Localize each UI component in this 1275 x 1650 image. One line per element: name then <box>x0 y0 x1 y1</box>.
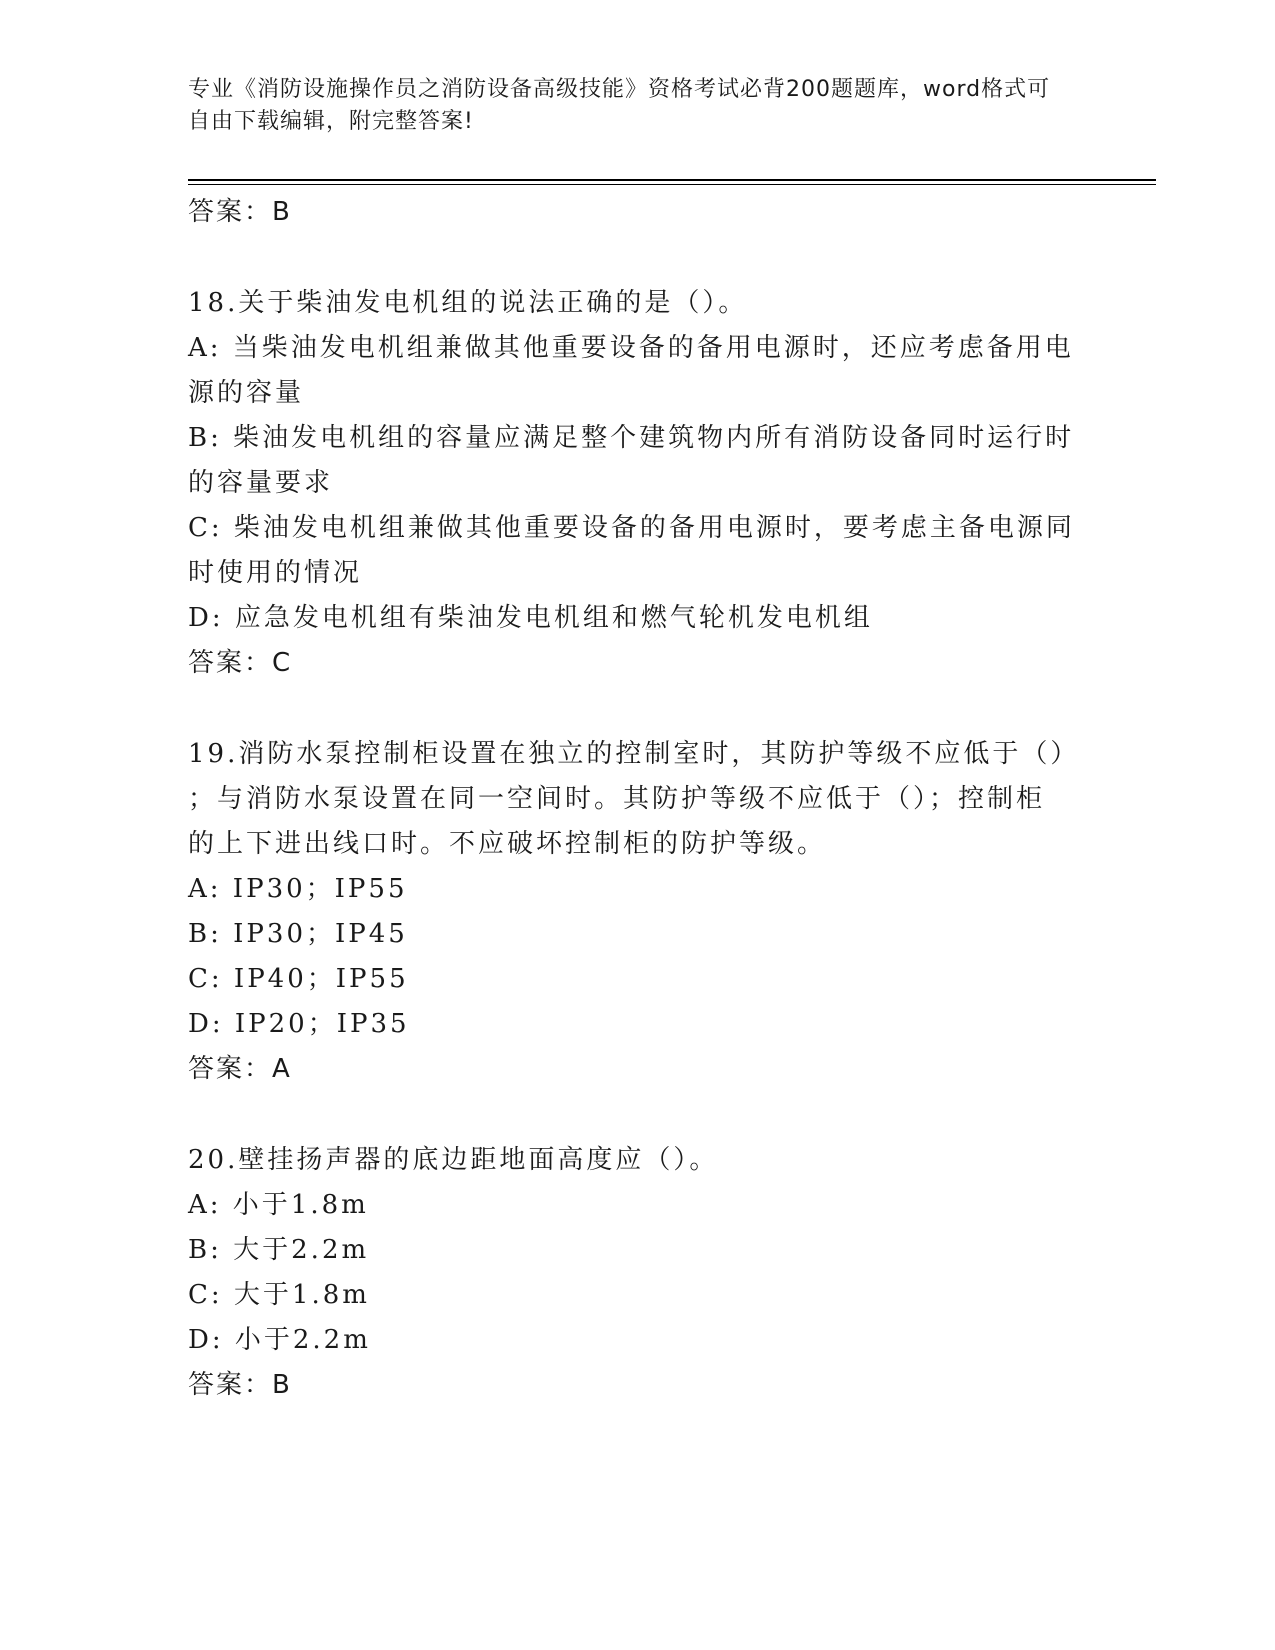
answer-line: 答案：A <box>188 1054 292 1084</box>
question-20 <box>188 1138 1088 1408</box>
option-c-continued: 时使用的情况 <box>188 558 363 588</box>
question-list <box>188 190 1088 1408</box>
option-c: C: 大于1.8m <box>188 1280 370 1310</box>
answer-line: 答案：B <box>188 197 292 227</box>
option-a: A: 当柴油发电机组兼做其他重要设备的备用电源时，还应考虑备用电 <box>188 333 1074 363</box>
option-b-continued: 的容量要求 <box>188 468 334 498</box>
document-header: 专业《消防设施操作员之消防设备高级技能》资格考试必背200题题库，word格式可自由下载编辑，附完整答案! <box>188 77 1051 134</box>
option-d: D: 小于2.2m <box>188 1325 371 1355</box>
option-d: D: 应急发电机组有柴油发电机组和燃气轮机发电机组 <box>188 603 873 633</box>
option-d: D: IP20；IP35 <box>188 1009 410 1039</box>
answer-line: 答案：C <box>188 648 293 678</box>
option-b: B: 大于2.2m <box>188 1235 370 1265</box>
question-stem: 20.壁挂扬声器的底边距地面高度应（）。 <box>188 1145 719 1175</box>
header-rule-thin <box>188 184 1156 185</box>
question-18 <box>188 281 1088 686</box>
header-rule-thick <box>188 179 1156 181</box>
option-a: A: 小于1.8m <box>188 1190 369 1220</box>
option-b: B: 柴油发电机组的容量应满足整个建筑物内所有消防设备同时运行时 <box>188 423 1075 453</box>
option-c: C: IP40；IP55 <box>188 964 409 994</box>
question-stem: 18.关于柴油发电机组的说法正确的是（）。 <box>188 288 748 318</box>
answer-line: 答案：B <box>188 1370 292 1400</box>
question-stem-continued: ；与消防水泵设置在同一空间时。其防护等级不应低于（）；控制柜 <box>188 784 1046 814</box>
option-b: B: IP30；IP45 <box>188 919 408 949</box>
option-c: C: 柴油发电机组兼做其他重要设备的备用电源时，要考虑主备电源同 <box>188 513 1075 543</box>
option-a-continued: 源的容量 <box>188 378 305 408</box>
question-19 <box>188 732 1088 1092</box>
question-stem-continued: 的上下进出线口时。不应破坏控制柜的防护等级。 <box>188 829 827 859</box>
question-stem: 19.消防水泵控制柜设置在独立的控制室时，其防护等级不应低于（） <box>188 739 1080 769</box>
option-a: A: IP30；IP55 <box>188 874 408 904</box>
